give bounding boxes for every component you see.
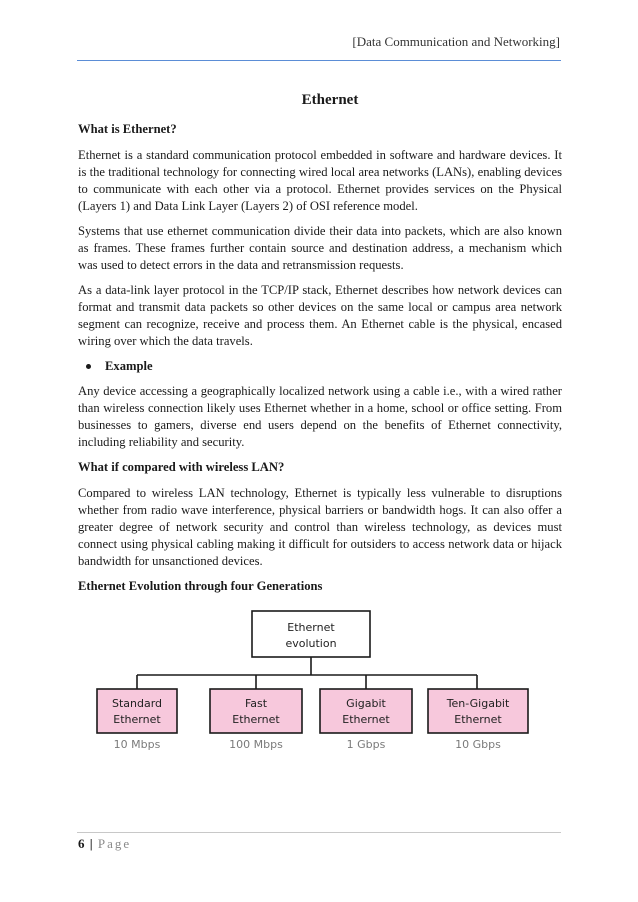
root-node-box xyxy=(252,611,370,657)
page-footer xyxy=(78,836,131,852)
evolution-tree-svg xyxy=(90,605,550,765)
node-standard-ethernet xyxy=(97,689,177,751)
node-ten-gigabit-box xyxy=(428,689,528,733)
node-fast-line1: Fast xyxy=(244,697,268,710)
speed-gigabit: 1 Gbps xyxy=(346,738,386,751)
heading-what-is-ethernet: What is Ethernet? xyxy=(78,122,177,136)
speed-ten-gigabit: 10 Gbps xyxy=(455,738,501,751)
bullet-example-label: Example xyxy=(105,359,153,373)
node-gigabit-line1: Gigabit xyxy=(346,697,386,710)
document-title: Ethernet xyxy=(301,92,359,108)
header-rule xyxy=(77,60,561,61)
node-ten-gigabit-ethernet xyxy=(428,689,528,751)
node-gigabit-ethernet xyxy=(320,689,412,751)
bullet-example xyxy=(86,358,562,375)
paragraph-frames: Systems that use ethernet communication divide their data into packets, which are also known as frames. These frames further contain source and destination address, a mechanism which was used to detect errors in the data and retransmission requests. xyxy=(78,224,562,272)
node-fast-ethernet xyxy=(210,689,302,751)
page-word: Page xyxy=(97,836,132,851)
paragraph-wireless-comparison: Compared to wireless LAN technology, Ethernet is typically less vulnerable to disruptions whether from radio wave interference, physical barriers or bandwidth hogs. It can also offer a greater degree of network security and control than wireless technology, as devices must connect using physical cabling making it difficult for outsiders to access network data or hijack bandwidth for unsanctioned devices. xyxy=(78,486,562,568)
speed-standard: 10 Mbps xyxy=(113,738,161,751)
bullet-icon xyxy=(86,364,91,369)
heading-wireless-comparison: What if compared with wireless LAN? xyxy=(78,460,285,474)
node-gigabit-line2: Ethernet xyxy=(342,713,390,726)
root-node xyxy=(252,611,370,657)
node-standard-box xyxy=(97,689,177,733)
node-standard-line1: Standard xyxy=(111,697,163,710)
node-gigabit-box xyxy=(320,689,412,733)
node-fast-box xyxy=(210,689,302,733)
page-content xyxy=(78,92,562,604)
speed-fast: 100 Mbps xyxy=(229,738,283,751)
node-ten-gigabit-line2: Ethernet xyxy=(454,713,502,726)
paragraph-definition: Ethernet is a standard communication protocol embedded in software and hardware devices. It is the traditional technology for connecting wired local area networks (LANs), enabling devices to communicate with each other via a protocol. Ethernet provides services on the Physical (Layers 1) and Data Link Layer (Layers 2) of OSI reference model. xyxy=(78,148,562,213)
node-ten-gigabit-line1: Ten-Gigabit xyxy=(446,697,510,710)
node-standard-line2: Ethernet xyxy=(113,713,161,726)
running-header: [Data Communication and Networking] xyxy=(352,34,560,49)
paragraph-data-link: As a data-link layer protocol in the TCP/IP stack, Ethernet describes how network devices can format and transmit data packets so other devices on the same local or campus area network segment can recognize, receive and process them. An Ethernet cable is the physical, encased wiring over which the data travels. xyxy=(78,283,562,348)
node-fast-line2: Ethernet xyxy=(232,713,280,726)
root-node-line2: evolution xyxy=(285,637,337,650)
ethernet-evolution-diagram xyxy=(90,605,550,765)
root-node-line1: Ethernet xyxy=(287,621,335,634)
heading-ethernet-evolution: Ethernet Evolution through four Generations xyxy=(78,579,323,593)
tree-connectors xyxy=(137,657,477,689)
footer-rule xyxy=(77,832,561,833)
footer-separator: | xyxy=(89,836,93,851)
paragraph-example: Any device accessing a geographically localized network using a cable i.e., with a wired rather than wireless connection likely uses Ethernet whether in a home, school or office setting. From businesses to gamers, diverse end users depend on the benefits of Ethernet connectivity, including reliability and security. xyxy=(78,384,562,449)
page-number: 6 xyxy=(78,836,85,851)
